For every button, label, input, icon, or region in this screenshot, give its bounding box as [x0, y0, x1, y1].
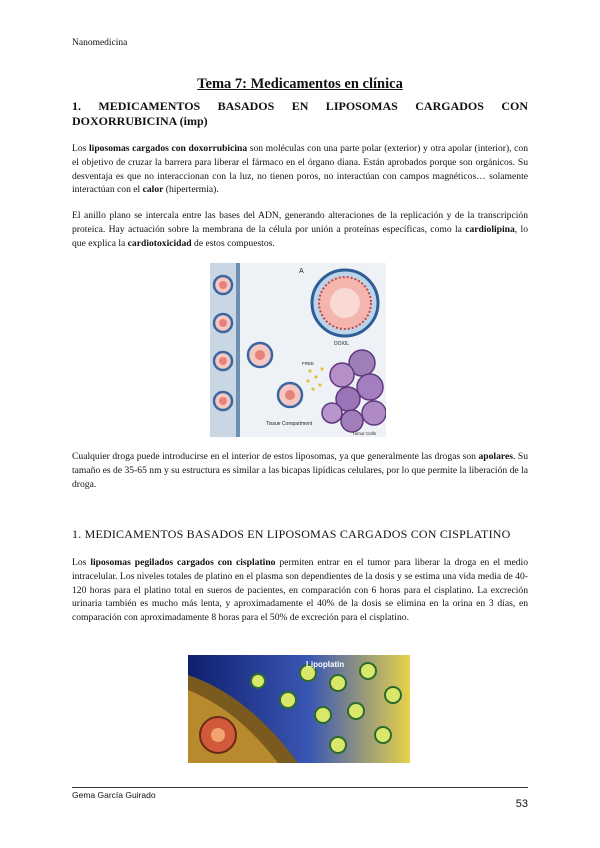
running-header: Nanomedicina — [72, 38, 128, 48]
paragraph-doxo-size: Cualquier droga puede introducirse en el interior de estos liposomas, ya que generalmente las drogas son apolares. Su tamaño es de 35-65 nm y su estructura es similar a las bicapas lipídicas celulares, por lo que permite la liberación de la droga. — [72, 451, 528, 490]
section-heading-doxorrubicina: 1. MEDICAMENTOS BASADOS EN LIPOSOMAS CARGADOS CON DOXORRUBICINA (imp) — [72, 99, 528, 128]
paragraph-cisplatino: Los liposomas pegilados cargados con cisplatino permiten entrar en el tumor para liberar la droga en el medio intracelular. Los niveles totales de platino en el plasma son dependientes de la dosis y se estima una vida media de 40-120 horas para el platino total en sueros de pacientes, en comparación con 6 horas para el cisplatino. La excreción urinaria también es mucho más lenta, y aproximadamente el 40% de la dosis se elimina en la orina en 3 días, en comparación con aproximadamente 8 horas para el 50% de excreción para el cisplatino. — [72, 557, 528, 624]
lipoplatin-label: Lipoplatin — [306, 660, 345, 669]
tumor-cells-label: Tumor Cells — [352, 431, 377, 436]
panel-letter: A — [299, 268, 304, 275]
footer-divider — [72, 787, 528, 788]
paragraph-doxo-intro: Los liposomas cargados con doxorrubicina son moléculas con una parte polar (exterior) y otra apolar (interior), con el objetivo de cruzar la barrera para liberar el fármaco en el órgano diana. Están aprobados porque son orgánicos. Su desventaja es que no interaccionan con la luz, no tienen poros, no interactúan con campos magnéticos… solamente interactúan con el calor (hipertermia). — [72, 143, 528, 196]
vessel-wall — [236, 263, 240, 437]
footer-author: Gema García Guirado — [72, 790, 156, 800]
lipoplatin-figure — [188, 655, 410, 763]
page-number: 53 — [515, 798, 528, 810]
doxil-label: DOXIL — [334, 341, 350, 347]
paragraph-doxo-mechanism: El anillo plano se intercala entre las bases del ADN, generando alteraciones de la replicación y de la transcripción proteica. Hay actuación sobre la membrana de la célula por unión a proteínas específicas, como la cardiolipina, lo que explica la cardiotoxicidad de estos compuestos. — [72, 210, 528, 249]
page-title: Tema 7: Medicamentos en clínica — [197, 76, 403, 92]
tumor-nucleus — [211, 728, 225, 742]
liposome-doxil-figure — [210, 263, 386, 437]
section-heading-cisplatino: 1. MEDICAMENTOS BASADOS EN LIPOSOMAS CARGADOS CON CISPLATINO — [72, 527, 511, 541]
free-drug-label: FREE — [302, 361, 315, 366]
doxil-liposome-detail — [312, 270, 378, 336]
tissue-compartment-label: Tissue Compartment — [266, 421, 313, 427]
